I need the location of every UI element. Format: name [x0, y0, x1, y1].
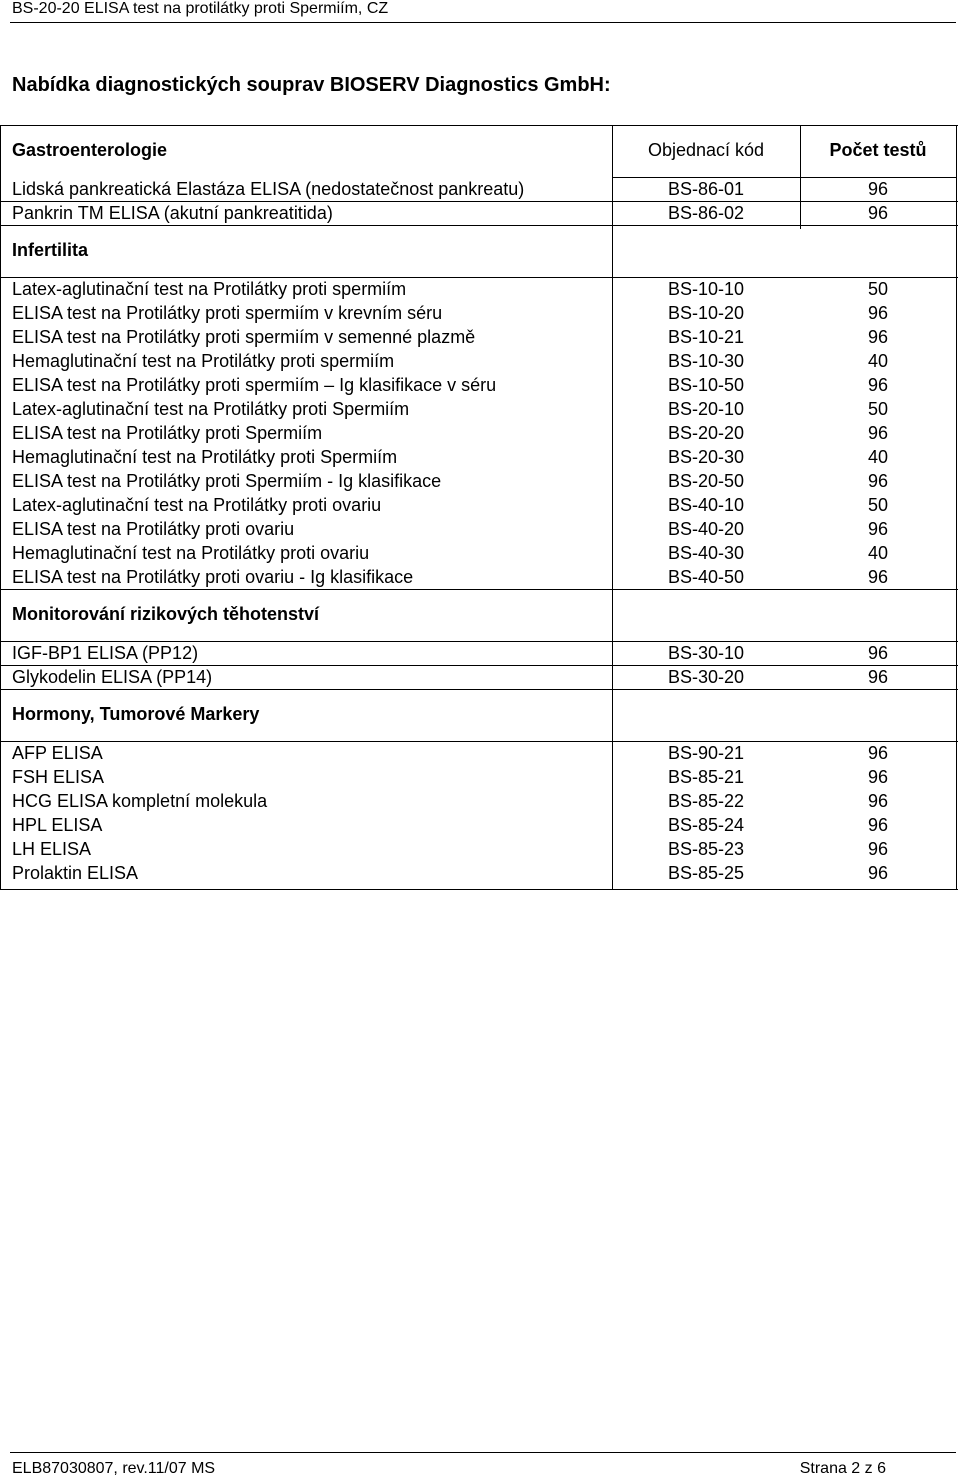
table-row: Hemaglutinační test na Protilátky proti Spermiím BS-20-30 40: [12, 447, 888, 467]
document-title: Nabídka diagnostických souprav BIOSERV Diagnostics GmbH:: [12, 74, 611, 96]
section-title-infertility: Infertilita: [12, 240, 89, 260]
catalog-table: [0, 125, 958, 885]
footer-rule: [10, 1452, 956, 1453]
table-row: ELISA test na Protilátky proti spermiím v krevním séru BS-10-20 96: [12, 303, 888, 323]
table-row: Pankrin TM ELISA (akutní pankreatitida) BS-86-02 96: [12, 203, 888, 223]
table-row: ELISA test na Protilátky proti ovariu BS-40-20 96: [12, 519, 888, 539]
table-row: LH ELISA BS-85-23 96: [12, 839, 888, 859]
section-row-hormones: [0, 689, 958, 741]
table-row: FSH ELISA BS-85-21 96: [12, 767, 888, 787]
table-row: ELISA test na Protilátky proti Spermiím - Ig klasifikace BS-20-50 96: [12, 471, 888, 491]
footer-page-number: Strana 2 z 6: [799, 1460, 886, 1477]
table-row: Hemaglutinační test na Protilátky proti spermiím BS-10-30 40: [12, 351, 888, 371]
table-row: ELISA test na Protilátky proti spermiím – Ig klasifikace v séru BS-10-50 96: [12, 375, 888, 395]
row-rule: [0, 201, 958, 202]
table-row: Latex-aglutinační test na Protilátky proti spermiím BS-10-10 50: [12, 279, 888, 299]
column-header-count: Počet testů: [829, 140, 927, 160]
footer-doc-id: ELB87030807, rev.11/07 MS: [12, 1460, 216, 1477]
table-row: ELISA test na Protilátky proti ovariu - Ig klasifikace BS-40-50 96: [12, 567, 888, 587]
table-row: Prolaktin ELISA BS-85-25 96: [12, 863, 888, 883]
header-rule: [10, 22, 956, 23]
table-row: AFP ELISA BS-90-21 96: [12, 743, 888, 763]
table-header-row: [0, 125, 958, 177]
table-row: Hemaglutinační test na Protilátky proti ovariu BS-40-30 40: [12, 543, 888, 563]
table-row: Glykodelin ELISA (PP14) BS-30-20 96: [12, 667, 888, 687]
table-row: ELISA test na Protilátky proti spermiím v semenné plazmě BS-10-21 96: [12, 327, 888, 347]
table-row: Lidská pankreatická Elastáza ELISA (nedostatečnost pankreatu) BS-86-01 96: [12, 179, 888, 199]
table-row: Latex-aglutinační test na Protilátky proti Spermiím BS-20-10 50: [12, 399, 888, 419]
section-title-pregnancy: Monitorování rizikových těhotenství: [12, 604, 320, 624]
table-row: IGF-BP1 ELISA (PP12) BS-30-10 96: [12, 643, 888, 663]
running-header: BS-20-20 ELISA test na protilátky proti Spermiím, CZ: [12, 0, 389, 17]
column-header-code: Objednací kód: [647, 140, 765, 160]
section-row-pregnancy: [0, 589, 958, 641]
section-title-hormones: Hormony, Tumorové Markery: [12, 704, 260, 724]
table-row: HPL ELISA BS-85-24 96: [12, 815, 888, 835]
section-row-infertility: [0, 225, 958, 277]
table-bottom-border: [0, 889, 958, 890]
section-title-gastro: Gastroenterologie: [12, 140, 168, 160]
table-row: HCG ELISA kompletní molekula BS-85-22 96: [12, 791, 888, 811]
table-row: Latex-aglutinační test na Protilátky proti ovariu BS-40-10 50: [12, 495, 888, 515]
table-row: ELISA test na Protilátky proti Spermiím BS-20-20 96: [12, 423, 888, 443]
